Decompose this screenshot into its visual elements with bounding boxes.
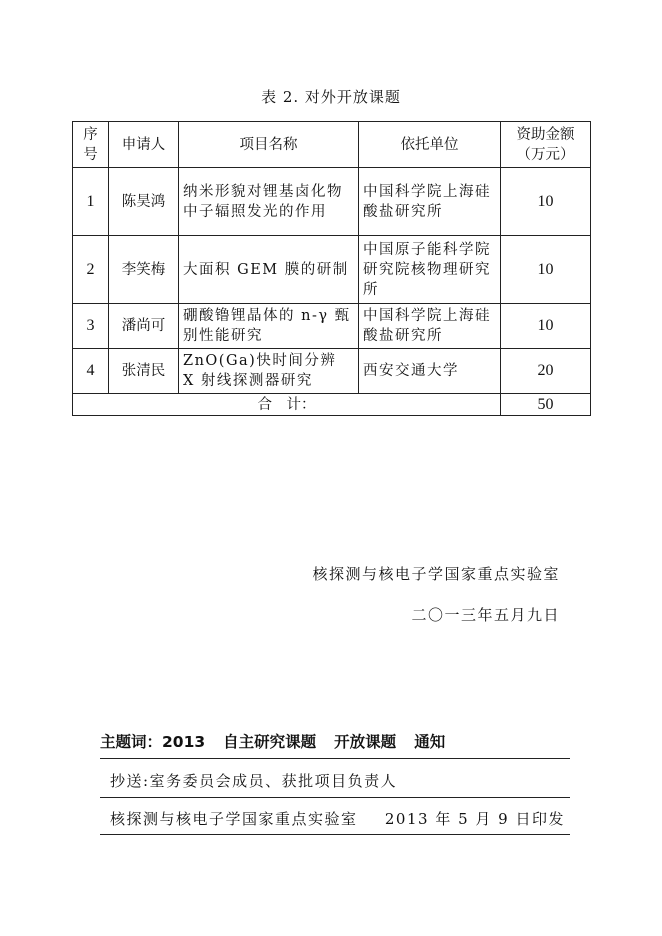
row-amount: 10 [501,304,591,349]
row-unit: 中国科学院上海硅酸盐研究所 [359,168,501,236]
print-date: 2013 年 5 月 9 日印发 [384,810,565,828]
row-project: ZnO(Ga)快时间分辨 X 射线探测器研究 [179,349,359,394]
signer-org: 核探测与核电子学国家重点实验室 [312,565,560,583]
row-project: 大面积 GEM 膜的研制 [179,236,359,304]
total-label: 合 计： [73,394,501,416]
print-org: 核探测与核电子学国家重点实验室 [110,810,358,828]
divider [100,834,570,835]
header-project: 项目名称 [179,122,359,168]
row-applicant: 李笑梅 [109,236,179,304]
row-no: 1 [73,168,109,236]
row-amount: 10 [501,236,591,304]
keyword: 自主研究课题 [223,733,317,751]
table-header-row [73,122,591,168]
row-no: 2 [73,236,109,304]
header-applicant: 申请人 [109,122,179,168]
table-row [73,236,591,304]
header-amount: 资助金额（万元） [501,122,591,168]
cc-label: 抄送: [110,772,150,790]
row-applicant: 张清民 [109,349,179,394]
table-row [73,349,591,394]
open-projects-table [72,121,591,416]
header-no: 序号 [73,122,109,168]
divider [100,797,570,798]
divider [100,758,570,759]
table-total-row [73,394,591,416]
table-caption: 表 2. 对外开放课题 [261,88,401,106]
row-no: 4 [73,349,109,394]
keyword: 开放课题 [334,733,397,751]
header-unit: 依托单位 [359,122,501,168]
row-amount: 10 [501,168,591,236]
table-row [73,304,591,349]
row-unit: 中国原子能科学院研究院核物理研究所 [359,236,501,304]
total-amount: 50 [501,394,591,416]
row-applicant: 陈昊鸿 [109,168,179,236]
row-unit: 中国科学院上海硅酸盐研究所 [359,304,501,349]
cc-line [110,770,397,791]
signer-date: 二〇一三年五月九日 [411,606,560,624]
keyword: 通知 [414,733,446,751]
row-project: 纳米形貌对锂基卤化物中子辐照发光的作用 [179,168,359,236]
row-no: 3 [73,304,109,349]
keywords-line [100,730,463,752]
cc-text: 室务委员会成员、获批项目负责人 [149,772,398,790]
keywords-label: 主题词： [100,733,163,751]
row-applicant: 潘尚可 [109,304,179,349]
row-unit: 西安交通大学 [359,349,501,394]
row-amount: 20 [501,349,591,394]
row-project: 硼酸镥锂晶体的 n-γ 甄别性能研究 [179,304,359,349]
table-row [73,168,591,236]
print-line [110,808,565,829]
keyword: 2013 [162,733,206,751]
